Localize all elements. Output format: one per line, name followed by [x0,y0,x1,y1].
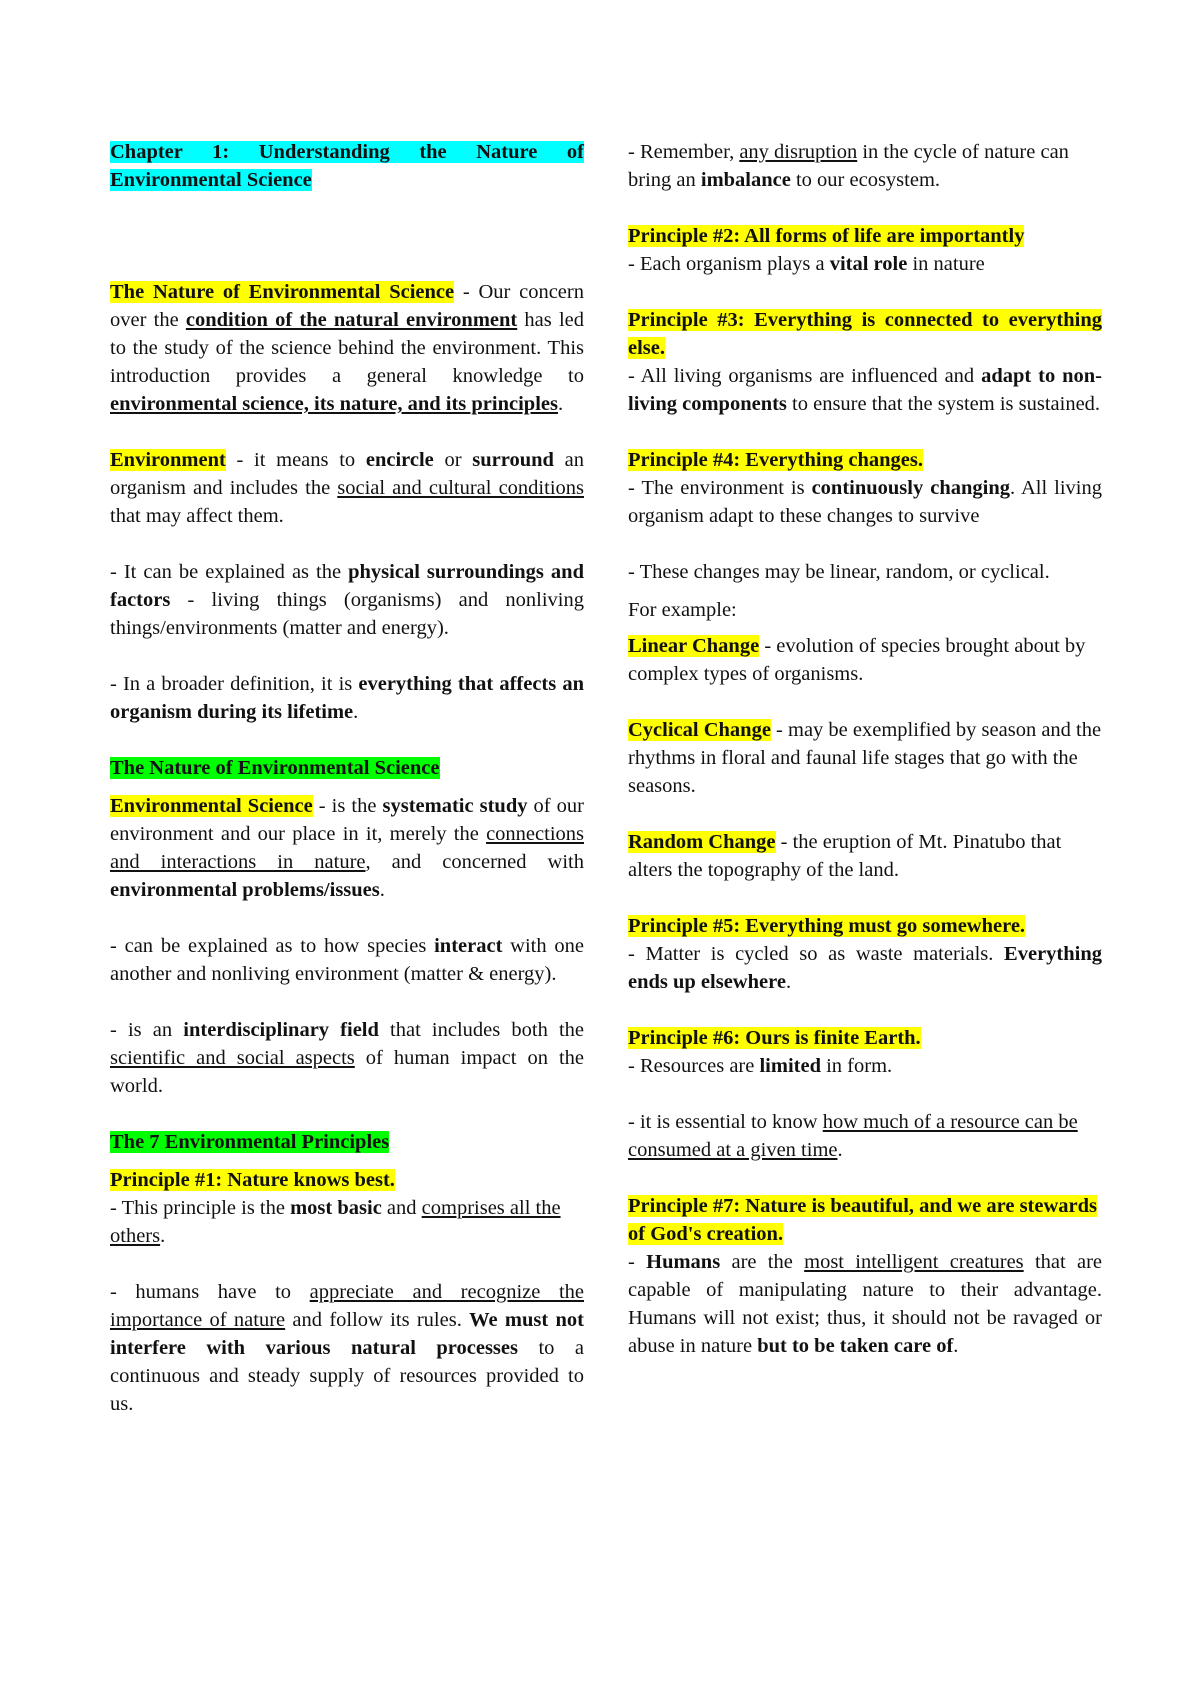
p1-b-text-1: - humans have to [110,1281,310,1303]
broader-text-2: . [353,701,359,723]
principle-6-heading [628,1024,1102,1052]
p5-text-2: . [785,971,792,993]
p6-text-4: . [837,1139,843,1161]
interdisciplinary-text-3: of human impact on the world. [110,1047,584,1097]
section-heading-principles [110,1128,584,1156]
remember-underline: any disruption [739,141,858,163]
environment-text-2: or [433,449,473,471]
p7-text-1: - [628,1251,647,1273]
principle-6-paragraph-b [628,1108,1102,1164]
remember-text-3: to our ecosystem. [790,169,941,191]
intro-underline-2: environmental science, its nature, and its principles [110,393,558,415]
p7-bold-2: but to be taken care of [757,1335,954,1357]
principle-3-heading-text: Principle #3: Everything is connected to everything else. [628,309,1102,359]
interdisciplinary-bold: interdisciplinary field [183,1019,379,1041]
linear-change-term: Linear Change [628,635,760,657]
intro-text-3: . [557,393,564,415]
p7-text-4: . [953,1335,959,1357]
p6-underline: how much of a resource can be consumed at a given time [628,1111,1078,1161]
remember-text-2: in the cycle of nature can bring an [628,141,1069,191]
broader-paragraph [110,670,584,726]
p2-bold: vital role [829,253,908,275]
principle-5-heading-text: Principle #5: Everything must go somewhere. [628,915,1026,937]
cyclical-change-text: - may be exemplified by season and the rhythms in floral and faunal life stages that go with the seasons. [628,719,1102,797]
section-heading-principles-text: The 7 Environmental Principles [110,1131,390,1153]
principle-1-heading [110,1166,584,1194]
envsci-bold-2: environmental problems/issues [110,879,380,901]
p7-underline: most intelligent creatures [804,1251,1024,1273]
p4-text-3: - These changes may be linear, random, or cyclical. [628,561,1050,583]
envsci-paragraph [110,792,584,904]
principle-3-paragraph [628,362,1102,418]
principle-1-heading-text: Principle #1: Nature knows best. [110,1169,395,1191]
interdisciplinary-underline: scientific and social aspects [110,1047,355,1069]
p1-b-underline: appreciate and recognize the importance of nature [110,1281,584,1331]
principle-3-heading [628,306,1102,362]
p1-a-text-3: . [160,1225,166,1247]
p6-text-2: in form. [820,1055,893,1077]
environment-text-3: an organism and includes the [110,449,584,499]
p7-text-3: that are capable of manipulating nature to their advantage. Humans will not exist; thus, it should not be ravaged or abuse in nature [628,1251,1103,1357]
environment-paragraph [110,446,584,530]
environment-text-1: - it means to [225,449,366,471]
principle-5-paragraph [628,940,1102,996]
interdisciplinary-paragraph [110,1016,584,1100]
p1-b-text-3: to a continuous and steady supply of resources provided to us. [110,1337,585,1415]
right-column [628,138,1102,1388]
envsci-bold-1: systematic study [382,795,528,817]
example-label: For example: [628,599,737,621]
p7-bold-1: Humans [646,1251,721,1273]
principle-7-paragraph [628,1248,1102,1360]
principle-4-paragraph-a [628,474,1102,530]
principle-2-paragraph [628,250,1102,278]
intro-underline-1: condition of the natural environment [185,309,518,331]
chapter-title [110,138,584,194]
p1-b-bold: We must not interfere with various natural processes [110,1309,584,1359]
interact-text-2: with one another and nonliving environment (matter & energy). [110,935,584,985]
interact-paragraph [110,932,584,988]
interact-text-1: - can be explained as to how species [110,935,435,957]
p1-a-text-1: - This principle is the [110,1197,291,1219]
principle-6-heading-text: Principle #6: Ours is finite Earth. [628,1027,921,1049]
intro-term: The Nature of Environmental Science [110,281,455,303]
envsci-text-4: . [379,879,385,901]
envsci-underline: connections and interactions in nature [110,823,584,873]
chapter-title-text: Chapter 1: Understanding the Nature of Environmental Science [110,141,584,191]
interdisciplinary-text-1: - is an [110,1019,184,1041]
cyclical-change-term: Cyclical Change [628,719,771,741]
p1-a-underline: comprises all the others [110,1197,561,1247]
p4-text-1: - The environment is [628,477,812,499]
section-heading-nature [110,754,584,782]
p7-text-2: are the [720,1251,805,1273]
principle-1-paragraph-b [110,1278,584,1418]
p2-text-1: - Each organism plays a [628,253,830,275]
interact-bold: interact [434,935,503,957]
broader-bold: everything that affects an organism during its lifetime [110,673,584,723]
physical-text-1: - It can be explained as the [110,561,349,583]
remember-paragraph [628,138,1102,194]
random-change-term: Random Change [628,831,776,853]
p6-text-1: - Resources are [628,1055,760,1077]
envsci-text-3: , and concerned with [365,851,584,873]
physical-bold: physical surroundings and factors [110,561,584,611]
p3-text-2: to ensure that the system is sustained. [786,393,1101,415]
interdisciplinary-text-2: that includes both the [378,1019,584,1041]
principle-4-heading-text: Principle #4: Everything changes. [628,449,923,471]
left-column [110,138,584,1446]
remember-bold: imbalance [700,169,791,191]
principle-7-heading-text: Principle #7: Nature is beautiful, and we are stewards of God's creation. [628,1195,1098,1245]
p6-bold: limited [759,1055,821,1077]
cyclical-change-paragraph [628,716,1102,800]
p1-a-text-2: and [381,1197,422,1219]
p4-text-2: . All living organism adapt to these changes to survive [628,477,1102,527]
linear-change-text: - evolution of species brought about by complex types of organisms. [628,635,1086,685]
principle-4-heading [628,446,1102,474]
environment-bold-2: surround [472,449,554,471]
p4-bold: continuously changing [811,477,1010,499]
p3-bold: adapt to non-living components [628,365,1102,415]
principle-2-heading-text: Principle #2: All forms of life are importantly [628,225,1025,247]
remember-text-1: - Remember, [628,141,740,163]
principle-2-heading [628,222,1102,250]
envsci-text-2: of our environment and our place in it, merely the [110,795,585,845]
random-change-text: - the eruption of Mt. Pinatubo that alters the topography of the land. [628,831,1062,881]
broader-text-1: - In a broader definition, it is [110,673,359,695]
physical-paragraph [110,558,584,642]
environment-underline: social and cultural conditions [337,477,584,499]
environment-term: Environment [110,449,226,471]
principle-6-paragraph-a [628,1052,1102,1080]
intro-text-2: has led to the study of the science behind the environment. This introduction provides a general knowledge to [110,309,584,387]
environment-text-4: that may affect them. [110,505,284,527]
linear-change-paragraph [628,632,1102,688]
p3-text-1: - All living organisms are influenced and [628,365,982,387]
p5-text-1: - Matter is cycled so as waste materials. [628,943,1005,965]
p6-text-3: - it is essential to know [628,1111,823,1133]
section-heading-nature-text: The Nature of Environmental Science [110,757,440,779]
random-change-paragraph [628,828,1102,884]
principle-7-heading [628,1192,1102,1248]
p5-bold: Everything ends up elsewhere [628,943,1102,993]
principle-4-paragraph-b [628,558,1102,586]
envsci-text-1: - is the [312,795,383,817]
p1-a-bold: most basic [290,1197,382,1219]
intro-paragraph [110,278,584,418]
physical-text-2: - living things (organisms) and nonliving things/environments (matter and energy). [110,589,584,639]
principle-5-heading [628,912,1102,940]
intro-text-1: - Our concern over the [110,281,584,331]
p1-b-text-2: and follow its rules. [285,1309,470,1331]
p2-text-2: in nature [907,253,985,275]
principle-1-paragraph-a [110,1194,584,1250]
envsci-term: Environmental Science [110,795,313,817]
environment-bold-1: encircle [365,449,434,471]
